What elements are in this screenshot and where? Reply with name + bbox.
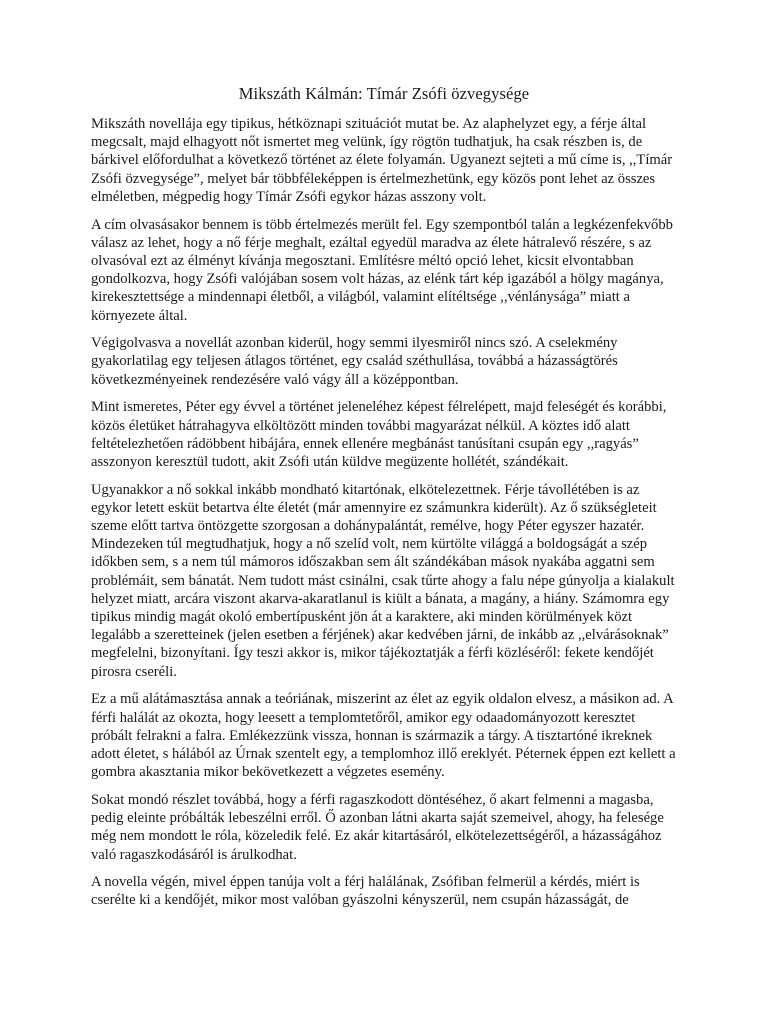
document-title: Mikszáth Kálmán: Tímár Zsófi özvegysége [238, 84, 530, 103]
paragraph-3: Végigolvasva a novellát azonban kiderül, hogy semmi ilyesmiről nincs szó. A cselekmény gyakorlatilag egy teljesen átlagos történet, egy család széthullása, továbbá a házasságtörés következményeinek rendezésére való vágy áll a középpontban. [91, 335, 618, 388]
paragraph-5: Ugyanakkor a nő sokkal inkább mondható kitartónak, elkötelezettnek. Férje távollétében is az egykor letett esküt betartva élte életét (már amennyire ez számunkra kiderült). Az ő szükségleteit szeme előtt tartva öntözgette szorgosan a dohánypalántát, remélve, hogy Péter egyszer hazatér. Mindezeken túl megtudhatjuk, hogy a nő szelíd volt, nem kürtölte világgá a boldogságát a szép időkben sem, s a nem túl mámoros időszakban sem ált szándékában mások nyakába aggatni sem problémáit, sem bánatát. Nem tudott mást csinálni, csak tűrte ahogy a falu népe gúnyolja a kialakult helyzet miatt, arcára viszont akarva-akaratlanul is kiült a bánata, a magány, a hiány. Számomra egy tipikus mindig magát okoló embertípusként jön át a karaktere, aki minden körülmények közt legalább a szeretteinek (jelen esetben a férjének) akar kedvében járni, de inkább az ,,elvárásoknak” megfelelni, bizonyítani. Így teszi akkor is, mikor tájékoztatják a férfi közléséről: fekete kendőjét pirosra cseréli. [91, 481, 675, 680]
document-body [91, 83, 677, 919]
paragraph-2: A cím olvasásakor bennem is több értelmezés merült fel. Egy szempontból talán a legkézenfekvőbb válasz az lehet, hogy a nő férje meghalt, ezáltal egyedül maradva az élete hátralevő részére, s az olvasóval ezt az élményt kívánja megosztani. Említésre méltó opció lehet, kicsit elvontabban gondolkozva, hogy Zsófi valójában sosem volt házas, az elénk tárt kép igazából a hölgy magánya, kirekesztettsége a mindennapi életből, a világból, valamint elítéltsége ,,vénlánysága” miatt a környezete által. [91, 216, 673, 324]
paragraph-8: A novella végén, mivel éppen tanúja volt a férj halálának, Zsófiban felmerül a kérdés, miért is cserélte ki a kendőjét, mikor most valóban gyászolni kényszerül, nem csupán házasságát, de [91, 874, 640, 909]
paragraph-4: Mint ismeretes, Péter egy évvel a történet jeleneléhez képest félrelépett, majd feleségét és korábbi, közös életüket hátrahagyva elköltözött minden további magyarázat nélkül. A köztes idő alatt feltételezhetően rádöbbent hibájára, ennek ellenére megbánást tanúsítani csupán egy ,,ragyás” asszonyon keresztül tudott, akit Zsófi után küldve megüzente hollétét, szándékait. [91, 399, 667, 470]
paragraph-1: Mikszáth novellája egy tipikus, hétköznapi szituációt mutat be. Az alaphelyzet egy, a férje által megcsalt, majd elhagyott nőt ismertet meg velünk, így rögtön tudhatjuk, ha csak részben is, de bárkivel előfordulhat a következő történet az élete folyamán. Ugyanezt sejteti a mű címe is, ,,Tímár Zsófi özvegysége”, melyet bár többféleképpen is értelmezhetünk, egy közös pont lehet az összes elméletben, mégpedig hogy Tímár Zsófi egykor házas asszony volt. [91, 116, 673, 205]
paragraph-6: Ez a mű alátámasztása annak a teóriának, miszerint az élet az egyik oldalon elvesz, a másikon ad. A férfi halálát az okozta, hogy leesett a templomtetőről, amikor egy odaadományozott keresztet próbált felrakni a falra. Emlékezzünk vissza, honnan is származik a tárgy. A tisztartóné ikreknek adott életet, s hálából az Úrnak szentelt egy, a templomhoz illő ereklyét. Péternek éppen ezt kellett a gombra akasztania mikor bekövetkezett a végzetes esemény. [91, 691, 676, 781]
paragraph-7: Sokat mondó részlet továbbá, hogy a férfi ragaszkodott döntéséhez, ő akart felmenni a magasba, pedig eleinte próbálták lebeszélni erről. Ő azonban látni akarta saját szemeivel, ahogy, ha felesége még nem mondott le róla, közeledik felé. Ez akár kitartásáról, elkötelezettségéről, a házasságához való ragaszkodásáról is árulkodhat. [91, 791, 664, 863]
